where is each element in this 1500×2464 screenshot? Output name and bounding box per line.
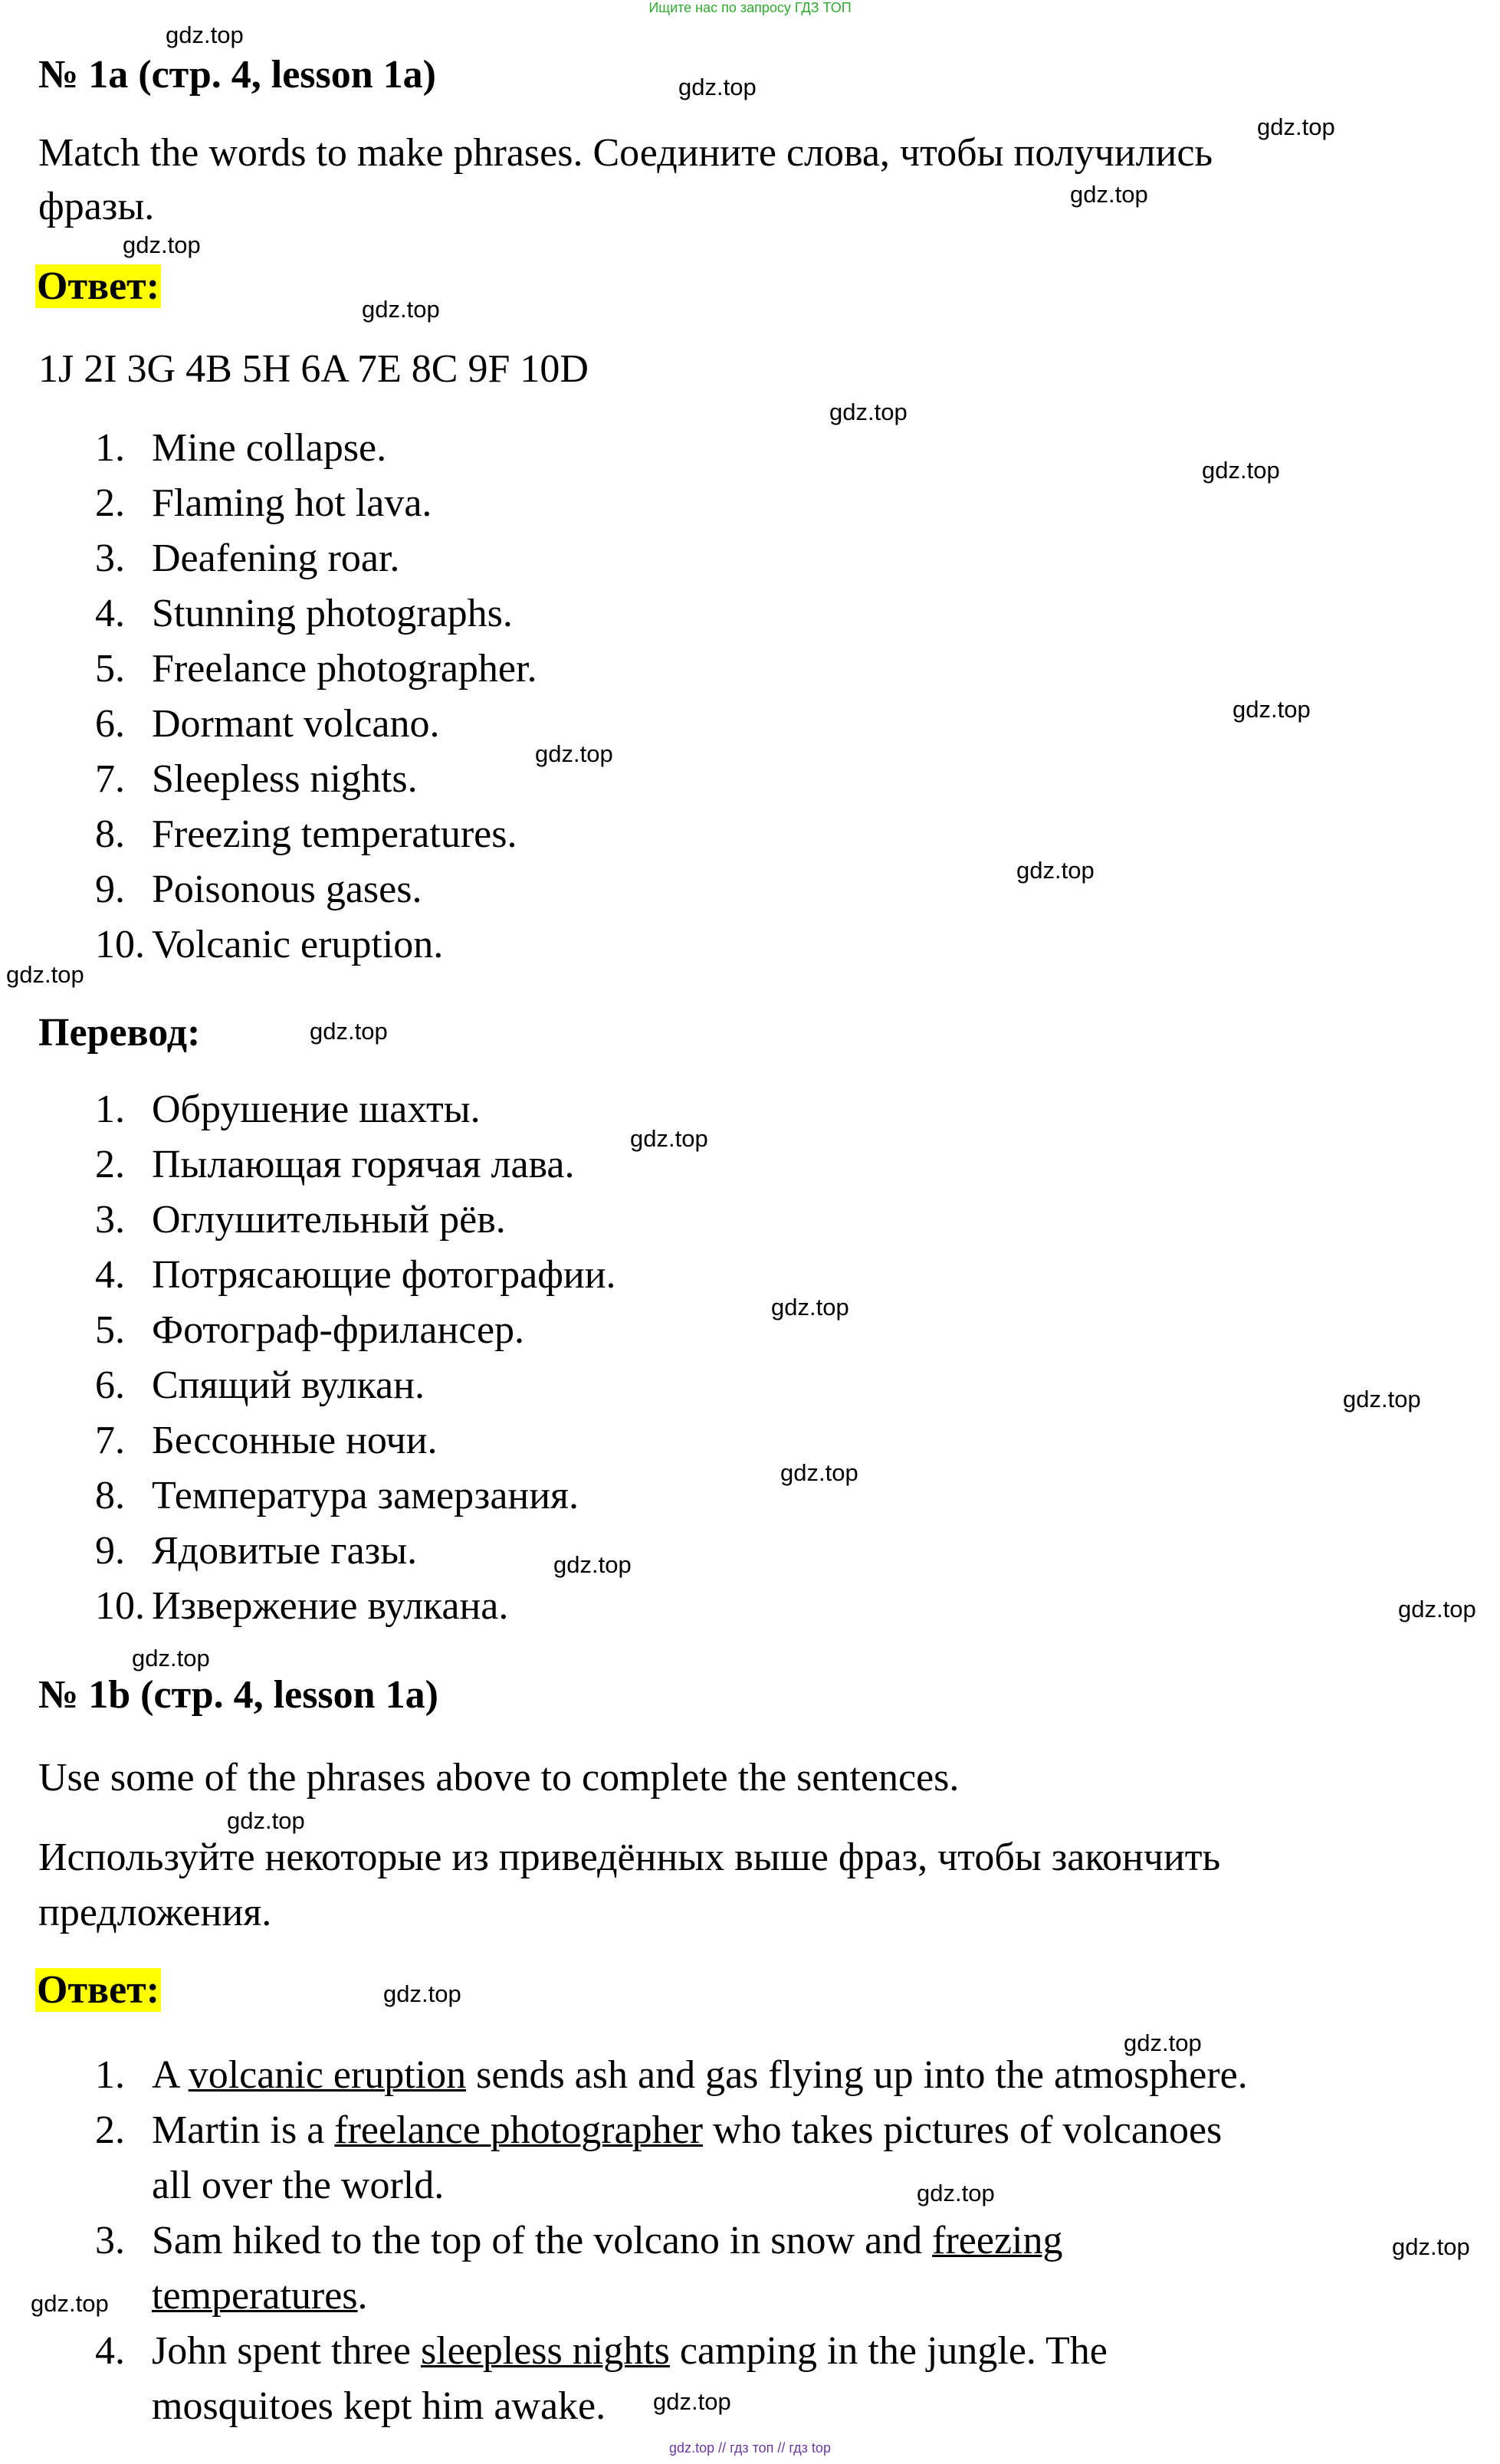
watermark: gdz.top — [6, 961, 84, 988]
watermark: gdz.top — [383, 1980, 461, 2007]
watermark: gdz.top — [829, 399, 908, 425]
watermark: gdz.top — [535, 740, 613, 767]
watermark: gdz.top — [1202, 457, 1280, 484]
watermark: gdz.top — [1398, 1596, 1476, 1622]
ex1b-task-ru-line1: Используйте некоторые из приведённых выше фраз, чтобы закончить — [38, 1836, 1221, 1879]
top-banner: Ищите нас по запросу ГДЗ ТОП — [648, 0, 852, 15]
ex1b-answer-label-wrap — [35, 1967, 161, 2013]
watermark: gdz.top — [123, 231, 201, 258]
ex1a-answer-label: Ответ: — [37, 264, 160, 308]
watermark: gdz.top — [630, 1125, 708, 1152]
watermark: gdz.top — [166, 21, 244, 48]
watermark: gdz.top — [1070, 181, 1148, 208]
watermark: gdz.top — [132, 1645, 210, 1672]
watermark: gdz.top — [227, 1807, 305, 1834]
ex1a-answer-label-wrap — [35, 264, 161, 309]
ex1a-task-line1: Match the words to make phrases. Соедините слова, чтобы получились — [38, 131, 1213, 175]
watermark: gdz.top — [553, 1551, 632, 1578]
watermark: gdz.top — [678, 74, 757, 100]
watermark: gdz.top — [771, 1294, 849, 1321]
watermark: gdz.top — [1343, 1386, 1421, 1412]
ex1a-task-line2: фразы. — [38, 185, 155, 228]
watermark: gdz.top — [1392, 2233, 1470, 2260]
watermark: gdz.top — [1232, 696, 1311, 723]
ex1b-answer-label: Ответ: — [37, 1968, 160, 2012]
watermark: gdz.top — [653, 2388, 731, 2415]
watermark: gdz.top — [362, 296, 440, 323]
underlined-answer: sleepless nights — [420, 2329, 670, 2373]
watermark: gdz.top — [1124, 2029, 1202, 2056]
ex1a-translation-label: Перевод: — [38, 1011, 201, 1055]
underlined-answer: freezing — [932, 2219, 1063, 2262]
ex1a-answer-key: 1J 2I 3G 4B 5H 6A 7E 8C 9F 10D — [38, 347, 589, 391]
ex1b-task-en: Use some of the phrases above to complete the sentences. — [38, 1756, 960, 1800]
watermark: gdz.top — [917, 2180, 995, 2206]
bottom-banner: gdz.top // гдз топ // гдз top — [669, 2440, 831, 2456]
underlined-answer: volcanic eruption — [188, 2053, 467, 2097]
ex1a-heading: № 1a (стр. 4, lesson 1a) — [38, 53, 436, 97]
watermark: gdz.top — [310, 1018, 388, 1045]
watermark: gdz.top — [1016, 857, 1095, 884]
underlined-answer: freelance photographer — [334, 2108, 704, 2152]
watermark: gdz.top — [1257, 113, 1335, 140]
ex1b-heading: № 1b (стр. 4, lesson 1a) — [38, 1673, 438, 1717]
ex1b-task-ru-line2: предложения. — [38, 1891, 272, 1934]
underlined-answer: temperatures — [152, 2274, 358, 2318]
watermark: gdz.top — [31, 2290, 109, 2317]
watermark: gdz.top — [780, 1459, 858, 1486]
